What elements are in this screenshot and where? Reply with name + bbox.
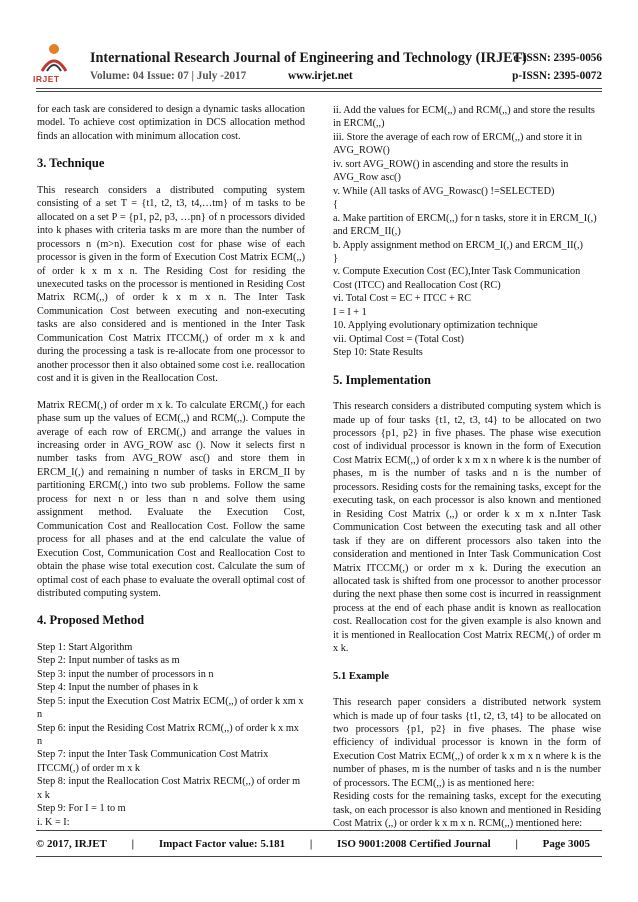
implementation-paragraph: This research considers a distributed computing system which is made up of four tasks {t1, t2, t3, t4} to be allocated on two processors {p1, p2} in five phases. The phase wise execution cost of individual processor is known in the form of Execution Cost Matrix ECM(,,) of order k x m x n where k is the number of phases, m is the number of tasks and n is the number of processors. Residing costs for the remaining tasks, except for the executing task, on each processor is also known and mentioned in Residing Cost Matrix (,,) or order k x m x n.Inter Task Communication Cost between the executing task and all other task if they are on different processors also taken into the consideration and mentioned in Inter Task Communication Cost Matrix ITCCM(,) or order m x k. During the execution an allocated task is shifted from one processor to another processor during the next phase then some cost is incurred in reassignment process at the end of each phase andit is known as reallocation cost. Reallocation cost for the given example is also known and it is mentioned in Reallocation Cost Matrix RECM(,) of order m x k.	[333, 401, 601, 655]
list-item: v. Compute Execution Cost (EC),Inter Task Communication Cost (ITCC) and Reallocation Cost (RC)	[333, 266, 581, 291]
iso-certification: ISO 9001:2008 Certified Journal	[337, 838, 491, 850]
example-paragraph-1: This research paper considers a distributed network system which is made up of four tasks {t1, t2, t3, t4} to be allocated on two processors {p1, p2} in five phases. The phase wise efficiency of individual processor is known in the form of Execution Cost Matrix ECM(,,) of order k x m x n where k is the number of phases, m is the number of tasks and n is the number of processors. The ECM(,,) is as mentioned here:	[333, 697, 601, 789]
list-item: Step 3: input the number of processors in n	[37, 668, 214, 680]
list-item: a. Make partition of ERCM(,,) for n tasks, store it in ERCM_I(,) and ERCM_II(,)	[333, 212, 597, 238]
list-item: Step 7: input the Inter Task Communication Cost Matrix ITCCM(,) of order m x k	[37, 749, 269, 774]
journal-title: International Research Journal of Engineering and Technology (IRJET)	[90, 50, 527, 66]
right-column	[333, 104, 601, 844]
e-issn: e-ISSN: 2395-0056	[513, 52, 602, 64]
page-footer: © 2017, IRJET | Impact Factor value: 5.181 | ISO 9001:2008 Certified Journal | Page 3005	[36, 838, 591, 850]
list-item: Step 2: Input number of tasks as m	[37, 655, 180, 667]
list-item: ii. Add the values for ECM(,,) and RCM(,,) and store the results in ERCM(,,)	[333, 105, 595, 130]
logo-text: IRJET	[33, 74, 60, 84]
list-item: {	[333, 199, 338, 211]
section-heading-proposed-method: 4. Proposed Method	[37, 613, 145, 628]
list-item: Step 5: input the Execution Cost Matrix ECM(,,) of order k xm x n	[37, 695, 304, 721]
impact-factor: Impact Factor value: 5.181	[158, 838, 286, 850]
example-paragraph-2: Residing costs for the remaining tasks, except for the executing task, on each processor is also known and mentioned in Residing Cost Matrix (,,) or order k x m x n. RCM(,,) mentioned here:	[333, 791, 601, 830]
algorithm-steps-left	[37, 641, 305, 829]
website-link[interactable]: www.irjet.net	[288, 70, 353, 82]
header-rule	[36, 88, 602, 89]
list-item: i. K = I:	[37, 816, 70, 828]
list-item: Step 9: For I = 1 to m	[37, 803, 126, 815]
list-item: Step 4: Input the number of phases in k	[37, 682, 199, 694]
technique-paragraph-2: Matrix RECM(,) of order m x k. To calculate ERCM(,) for each phase sum up the values of ECM(,,) and RCM(,,). Compute the average of each row of ERCM(,) and arrange the values in increasing order in AVG_ROW asc (). Now it selects first n number tasks from AVG_ROW asc() and store them in ERCM_I(,) and remaining n number of tasks in ERCM_II by partitioning ERCM(,) into two sub problems. Follow the same process for next n or less than n and solve them using assignment method. Evaluate the Execution Cost, Communication Cost and Reallocation Cost. Follow the same process for all phases and at the end calculate the value of Execution Cost, Communication Cost and Reallocation Cost to obtain the phase wise total execution cost. Calculate the sum of optimal cost of each phase to evaluate the overall optimal cost of distributed computing system.	[37, 399, 305, 599]
left-column	[37, 103, 305, 829]
algorithm-steps-right	[333, 104, 601, 360]
footer-rule	[36, 830, 602, 831]
technique-paragraph-1: This research considers a distributed computing system consisting of a set T = {t1, t2, t3, t4,…tm} of m tasks to be allocated on a set P = {p1, p2, p3, …pn} of n processors divided into k phases with criteria tasks m are more than the number of processors n (m>n). Execution cost for phase wise of each processor is given in the form of Execution Cost Matrix ECM(,,) of order k x m x n. The Residing Cost for residing the unexecuted tasks on the processor is mentioned in Residing Cost Matrix RCM(,,) of order k x m x n. The Inter Task Communication Cost between executing and non-executing tasks are also considered and is mentioned in the Inter Task Communication Cost Matrix ITCCM(,) of order m x k and during the processing a task is re-allocate from one processor to another processor then it also obtained some cost i.e. reallocation cost and it is given in the Reallocation Cost.	[37, 184, 305, 385]
volume-issue: Volume: 04 Issue: 07 | July -2017	[90, 70, 247, 82]
list-item: vii. Optimal Cost = (Total Cost)	[333, 333, 464, 345]
page-header	[0, 0, 638, 92]
list-item: vi. Total Cost = EC + ITCC + RC	[333, 293, 472, 305]
list-item: iii. Store the average of each row of ERCM(,,) and store it in AVG_ROW()	[333, 131, 583, 157]
header-rule-2	[36, 91, 602, 92]
subsection-heading-example: 5.1 Example	[333, 670, 389, 682]
section-heading-implementation: 5. Implementation	[333, 372, 431, 387]
list-item: iv. sort AVG_ROW() in ascending and store the results in AVG_Row asc()	[333, 158, 569, 184]
p-issn: p-ISSN: 2395-0072	[512, 70, 602, 82]
list-item: Step 6: input the Residing Cost Matrix RCM(,,) of order k x mx n	[37, 722, 299, 748]
page-number: Page 3005	[542, 838, 591, 850]
list-item: 10. Applying evolutionary optimization technique	[333, 320, 538, 332]
list-item: v. While (All tasks of AVG_Rowasc() !=SELECTED)	[333, 185, 555, 197]
list-item: Step 1: Start Algorithm	[37, 641, 133, 653]
list-item: Step 8: input the Reallocation Cost Matrix RECM(,,) of order m x k	[37, 776, 301, 801]
intro-paragraph: for each task are considered to design a dynamic tasks allocation model. To achieve cost optimization in DCS allocation method finds an allocation with minimum allocation cost.	[37, 104, 305, 142]
list-item: Step 10: State Results	[333, 347, 423, 359]
footer-rule-bottom	[36, 856, 602, 857]
copyright: © 2017, IRJET	[36, 838, 107, 850]
list-item: b. Apply assignment method on ERCM_I(,) and ERCM_II(,)	[333, 239, 583, 251]
list-item: }	[333, 252, 338, 264]
list-item: I = I + 1	[333, 306, 367, 318]
section-heading-technique: 3. Technique	[37, 156, 105, 171]
